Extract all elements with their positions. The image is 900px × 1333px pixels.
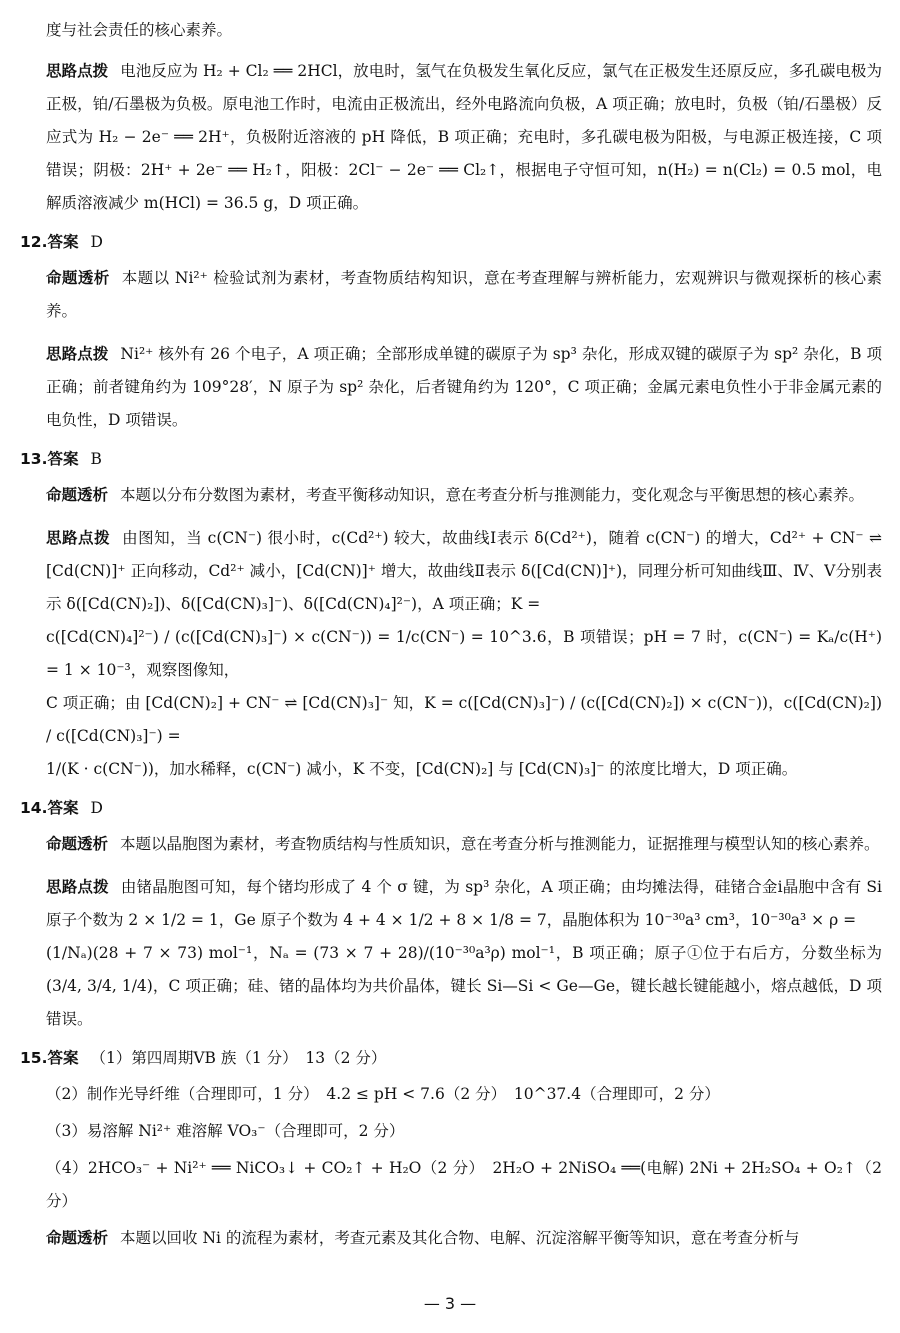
q15-part-1: （1）第四周期ⅤB 族（1 分） 13（2 分） [90,1049,387,1067]
intro-line: 度与社会责任的核心素养。 [46,21,233,39]
q15-part-4: （4）2HCO₃⁻ + Ni²⁺ ══ NiCO₃↓ + CO₂↑ + H₂O（2 分） 2H₂O + 2NiSO₄ ══(电解) 2Ni + 2H₂SO₄ + O₂↑（2 分） [46,1159,882,1210]
q14-intent [46,828,882,861]
intent-label: 命题透析 [46,835,109,853]
approach-label: 思路点拨 [46,529,111,547]
answer-label: 答案 [47,233,79,251]
intent-label: 命题透析 [46,486,109,504]
q13-approach [46,522,882,621]
q13-approach-formula-1: c([Cd(CN)₄]²⁻) / (c([Cd(CN)₃]⁻) × c(CN⁻)) = 1/c(CN⁻) = 10^3.6，B 项错误；pH = 7 时，c(CN⁻) = Kₐ/c(H⁺) = 1 × 10⁻³，观察图像知， [46,628,882,679]
q14-intent-text: 本题以晶胞图为素材，考查物质结构与性质知识，意在考查分析与推测能力，证据推理与模型认知的核心素养。 [120,835,880,853]
q13-approach-1: 由图知，当 c(CN⁻) 很小时，c(Cd²⁺) 较大，故曲线Ⅰ表示 δ(Cd²⁺)，随着 c(CN⁻) 的增大，Cd²⁺ + CN⁻ ⇌ [Cd(CN)]⁺ 正向移动，Cd²⁺ 减小，[Cd(CN)]⁺ 增大，故曲线Ⅱ表示 δ([Cd(CN)]⁺)，同理分析可知曲线Ⅲ、Ⅳ、Ⅴ分别表示 δ([Cd(CN)₂])、δ([Cd(CN)₃]⁻)、δ([Cd(CN)₄]²⁻)，A 项正确；K = [46,529,882,613]
q14-approach-formula: (1/Nₐ)(28 + 7 × 73) mol⁻¹，Nₐ = (73 × 7 + 28)/(10⁻³⁰a³ρ) mol⁻¹，B 项正确；原子①位于右后方，分数坐标为 (3/4, 3/4, 1/4)，C 项正确；硅、锗的晶体均为共价晶体，键长 Si—Si < Ge—Ge，键长越长键能越小，熔点越低，D 项错误。 [46,944,882,1028]
q15-answer-line [20,1046,882,1068]
q12-answer: D [90,233,103,251]
q15-intent [46,1222,882,1255]
approach-label: 思路点拨 [46,62,109,80]
approach-label: 思路点拨 [46,878,109,896]
q12-intent [46,262,882,328]
intent-label: 命题透析 [46,1229,109,1247]
q14-approach-1: 由锗晶胞图可知，每个锗均形成了 4 个 σ 键，为 sp³ 杂化，A 项正确；由均摊法得，硅锗合金ⅰ晶胞中含有 Si 原子个数为 2 × 1/2 = 1，Ge 原子个数为 4 + 4 × 1/2 + 8 × 1/8 = 7，晶胞体积为 10⁻³⁰a³ cm³，10⁻³⁰a³ × ρ = [46,878,882,929]
answer-label: 答案 [47,799,79,817]
q13-intent [46,479,882,512]
answer-label: 答案 [47,450,79,468]
q12-number: 12. [20,233,48,251]
q11-approach-text: 电池反应为 H₂ + Cl₂ ══ 2HCl，放电时，氢气在负极发生氧化反应，氯气在正极发生还原反应，多孔碳电极为正极，铂/石墨极为负极。原电池工作时，电流由正极流出，经外电路流向负极，A 项正确；放电时，负极（铂/石墨极）反应式为 H₂ − 2e⁻ ══ 2H⁺，负极附近溶液的 pH 降低，B 项正确；充电时，多孔碳电极为阳极，与电源正极连接，C 项错误；阴极：2H⁺ + 2e⁻ ══ H₂↑，阳极：2Cl⁻ − 2e⁻ ══ Cl₂↑，根据电子守恒可知，n(H₂) = n(Cl₂) = 0.5 mol，电解质溶液减少 m(HCl) = 36.5 g，D 项正确。 [46,62,882,212]
q12-approach-text: Ni²⁺ 核外有 26 个电子，A 项正确；全部形成单键的碳原子为 sp³ 杂化，形成双键的碳原子为 sp² 杂化，B 项正确；前者键角约为 109°28′，N 原子为 sp² 杂化，后者键角约为 120°，C 项正确；金属元素电负性小于非金属元素的电负性，D 项错误。 [46,345,882,429]
q12-approach [46,338,882,437]
q15-part-2: （2）制作光导纤维（合理即可，1 分） 4.2 ≤ pH < 7.6（2 分） 10^37.4（合理即可，2 分） [46,1085,720,1103]
q13-intent-text: 本题以分布分数图为素材，考查平衡移动知识，意在考查分析与推测能力，变化观念与平衡思想的核心素养。 [120,486,865,504]
q13-approach-formula-2: C 项正确；由 [Cd(CN)₂] + CN⁻ ⇌ [Cd(CN)₃]⁻ 知，K = c([Cd(CN)₃]⁻) / (c([Cd(CN)₂]) × c(CN⁻))，c([Cd(CN)₂]) / c([Cd(CN)₃]⁻) = [46,694,882,745]
q13-answer: B [90,450,102,468]
q14-answer: D [90,799,103,817]
q14-approach [46,871,882,937]
q11-approach [46,55,882,220]
q13-number: 13. [20,450,48,468]
q14-number: 14. [20,799,48,817]
q13-approach-formula-3: 1/(K · c(CN⁻))，加水稀释，c(CN⁻) 减小，K 不变，[Cd(CN)₂] 与 [Cd(CN)₃]⁻ 的浓度比增大，D 项正确。 [46,760,798,778]
intent-label: 命题透析 [46,269,110,287]
q13-answer-line [20,447,882,469]
q14-answer-line [20,796,882,818]
page-number: — 3 — [423,1294,477,1313]
q12-answer-line [20,230,882,252]
document-page [20,14,882,1265]
q15-intent-text: 本题以回收 Ni 的流程为素材，考查元素及其化合物、电解、沉淀溶解平衡等知识，意在考查分析与 [120,1229,800,1247]
q15-part-3: （3）易溶解 Ni²⁺ 难溶解 VO₃⁻（合理即可，2 分） [46,1122,405,1140]
approach-label: 思路点拨 [46,345,109,363]
q12-intent-text: 本题以 Ni²⁺ 检验试剂为素材，考查物质结构知识，意在考查理解与辨析能力，宏观辨识与微观探析的核心素养。 [46,269,882,320]
answer-label: 答案 [47,1049,79,1067]
q15-number: 15. [20,1049,48,1067]
